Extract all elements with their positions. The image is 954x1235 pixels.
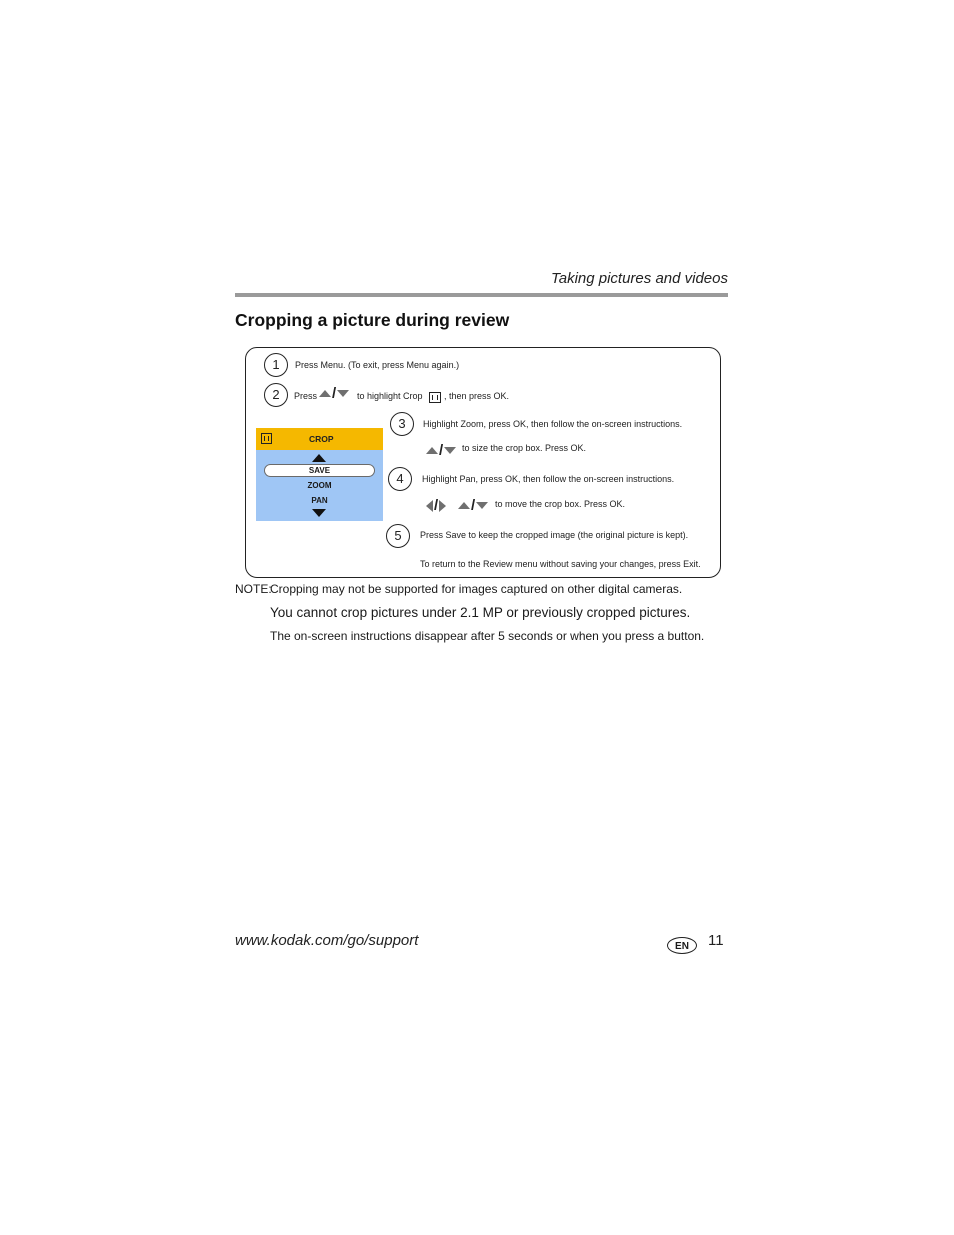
step-3-line1: Highlight Zoom, press OK, then follow the on-screen instructions.: [423, 419, 683, 429]
camera-menu-item-save: SAVE: [308, 466, 331, 475]
camera-menu-item-zoom: ZOOM: [307, 481, 332, 490]
step-2-highlight-text: to highlight Crop: [357, 391, 423, 401]
camera-menu-item-pan: PAN: [311, 496, 328, 505]
step-4-line1: Highlight Pan, press OK, then follow the on-screen instructions.: [422, 474, 675, 484]
down-arrow-icon: [444, 447, 456, 454]
note-line-1: Cropping may not be supported for images captured on other digital cameras.: [270, 582, 683, 596]
crop-icon: [429, 392, 441, 403]
down-arrow-icon: [337, 390, 349, 397]
up-arrow-icon: [426, 447, 438, 454]
step-1-number: 1: [264, 353, 288, 377]
language-badge: EN: [667, 937, 697, 954]
step-3-number: 3: [390, 412, 414, 436]
up-down-arrows-icon: /: [458, 498, 488, 513]
right-arrow-icon: [439, 500, 446, 512]
note-line-3: The on-screen instructions disappear after 5 seconds or when you press a button.: [270, 629, 705, 643]
up-arrow-icon: [458, 502, 470, 509]
up-down-arrows-icon: /: [426, 443, 456, 458]
up-arrow-icon: [319, 390, 331, 397]
step-1-text: Press Menu. (To exit, press Menu again.): [295, 360, 460, 370]
step-3-line2: to size the crop box. Press OK.: [462, 443, 587, 453]
left-arrow-icon: [426, 500, 433, 512]
step-5-line1: Press Save to keep the cropped image (the original picture is kept).: [420, 530, 689, 540]
support-url: www.kodak.com/go/support: [235, 932, 419, 949]
header-rule: [235, 293, 728, 297]
down-arrow-icon: [476, 502, 488, 509]
scroll-down-icon: [312, 509, 326, 517]
camera-menu-title: CROP: [309, 434, 334, 444]
page-number: 11: [708, 932, 724, 949]
step-2-number: 2: [264, 383, 288, 407]
section-heading: Cropping a picture during review: [235, 310, 510, 330]
left-right-arrows-icon: /: [426, 498, 446, 513]
running-header: Taking pictures and videos: [550, 270, 728, 287]
step-4-number: 4: [388, 467, 412, 491]
note-line-2: You cannot crop pictures under 2.1 MP or previously cropped pictures.: [270, 605, 691, 620]
step-2-press: Press: [294, 391, 318, 401]
step-2-tail-text: , then press OK.: [444, 391, 510, 401]
step-4-line2: to move the crop box. Press OK.: [495, 499, 626, 509]
step-5-line2: To return to the Review menu without saving your changes, press Exit.: [420, 559, 701, 569]
note-label: NOTE:: [235, 582, 272, 596]
up-down-arrows-icon: /: [319, 386, 349, 401]
step-5-number: 5: [386, 524, 410, 548]
crop-icon: [261, 433, 272, 444]
scroll-up-icon: [312, 454, 326, 462]
